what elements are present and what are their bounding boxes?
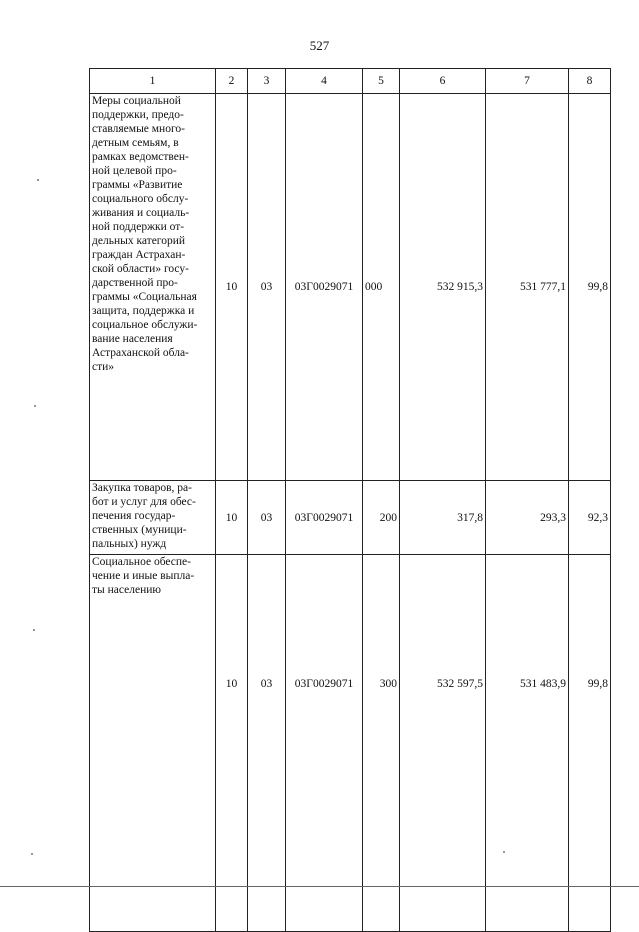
subsection-code: 03 xyxy=(248,94,286,481)
scan-speck xyxy=(34,405,36,407)
table-row xyxy=(90,555,611,932)
subsection-code: 03 xyxy=(248,481,286,555)
executed-amount: 531 483,9 xyxy=(486,555,569,932)
row-description: Социальное обеспе- чение и иные выпла- ты населению xyxy=(90,555,216,932)
target-item-code: 03Г0029071 xyxy=(286,481,363,555)
section-code: 10 xyxy=(216,481,248,555)
header-cell-2: 2 xyxy=(216,69,248,94)
section-code: 10 xyxy=(216,94,248,481)
header-cell-3: 3 xyxy=(248,69,286,94)
row-description: Меры социальной поддержки, предо- ставляемые много- детным семьям, в рамках ведомствен- ной целевой про- граммы «Развитие социального обслу- живания и социаль- ной поддержки от- дельных категорий граждан Астрахан- ской области» госу- дарственной про- граммы «Социальная защита, поддержка и социальное обслужи- вание населения Астраханской обла- сти» xyxy=(90,94,216,481)
budget-table xyxy=(89,68,611,932)
scan-speck xyxy=(37,179,39,181)
target-item-code: 03Г0029071 xyxy=(286,555,363,932)
page-number: 527 xyxy=(309,38,330,53)
execution-percent: 99,8 xyxy=(569,94,611,481)
expense-type-code: 000 xyxy=(363,94,400,481)
header-cell-1: 1 xyxy=(90,69,216,94)
planned-amount: 532 915,3 xyxy=(400,94,486,481)
planned-amount: 532 597,5 xyxy=(400,555,486,932)
section-code: 10 xyxy=(216,555,248,932)
table-row xyxy=(90,94,611,481)
expense-type-code: 300 xyxy=(363,555,400,932)
execution-percent: 92,3 xyxy=(569,481,611,555)
table-header-row xyxy=(90,69,611,94)
executed-amount: 293,3 xyxy=(486,481,569,555)
subsection-code: 03 xyxy=(248,555,286,932)
scan-speck xyxy=(31,853,33,855)
expense-type-code: 200 xyxy=(363,481,400,555)
bottom-rule xyxy=(0,886,639,887)
header-cell-7: 7 xyxy=(486,69,569,94)
executed-amount: 531 777,1 xyxy=(486,94,569,481)
target-item-code: 03Г0029071 xyxy=(286,94,363,481)
scan-speck xyxy=(503,851,505,853)
execution-percent: 99,8 xyxy=(569,555,611,932)
row-description: Закупка товаров, ра- бот и услуг для обес- печения государ- ственных (муници- пальных) нужд xyxy=(90,481,216,555)
planned-amount: 317,8 xyxy=(400,481,486,555)
header-cell-6: 6 xyxy=(400,69,486,94)
header-cell-4: 4 xyxy=(286,69,363,94)
table-row xyxy=(90,481,611,555)
header-cell-8: 8 xyxy=(569,69,611,94)
header-cell-5: 5 xyxy=(363,69,400,94)
scan-speck xyxy=(33,629,35,631)
